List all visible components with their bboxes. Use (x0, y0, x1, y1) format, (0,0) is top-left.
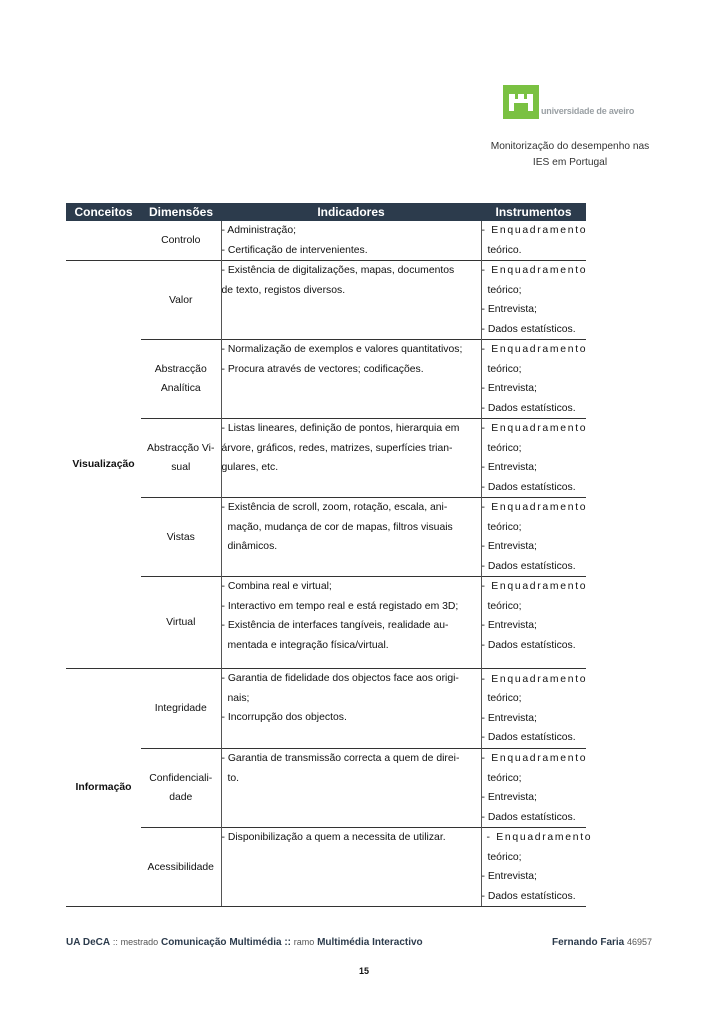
instrument-line: teórico; (487, 521, 522, 533)
instrument-line: teórico; (487, 284, 522, 296)
instrument-line: - Dados estatísticos. (481, 732, 576, 743)
indicator-line: - Listas lineares, definição de pontos, hierarquia em (221, 423, 460, 434)
instrument-line: - Dados estatísticos. (481, 323, 576, 335)
dimension-line: Controlo (161, 235, 201, 246)
instrument-line: - Dados estatísticos. (481, 402, 576, 414)
dimension-line: sual (171, 462, 191, 473)
document-subtitle-line2: IES em Portugal (532, 157, 608, 168)
indicator-line: - Certificação de intervenientes. (221, 244, 368, 256)
instrument-line: - Entrevista; (481, 712, 537, 724)
dimension-line: Confidenciali- (149, 773, 213, 784)
instrument-line: teórico; (487, 363, 522, 375)
indicator-line: gulares, etc. (221, 462, 279, 473)
table-row (66, 828, 586, 907)
university-logo-icon (503, 85, 539, 119)
page-number: 15 (358, 966, 369, 976)
instrument-line: teórico. (487, 244, 522, 256)
header-conceitos: Conceitos (66, 203, 141, 221)
instrument-line: teórico; (487, 442, 522, 454)
footer-left (66, 937, 423, 948)
indicator-line: árvore, gráficos, redes, matrizes, superfícies trian- (221, 442, 453, 454)
indicator-line: - Normalização de exemplos e valores quantitativos; (221, 344, 463, 355)
indicator-line: - Disponibilização a quem a necessita de utilizar. (221, 832, 446, 843)
instrument-line: - Enquadramento (481, 673, 588, 685)
dimension-cell (141, 498, 221, 577)
dimension-cell (141, 221, 221, 261)
instruments-cell (481, 419, 586, 498)
indicator-line: to. (227, 772, 240, 784)
indicators-cell (221, 261, 481, 340)
table-header-row (66, 203, 586, 221)
table-row (66, 498, 586, 577)
instruments-cell (481, 261, 586, 340)
instrument-line: - Entrevista; (481, 462, 537, 473)
dimension-cell (141, 419, 221, 498)
instrument-line: - Dados estatísticos. (481, 481, 576, 493)
dimension-line: Analítica (160, 383, 201, 394)
indicator-line: - Garantia de fidelidade dos objectos face aos origi- (221, 673, 459, 684)
indicators-cell (221, 828, 481, 907)
instrument-line: - Entrevista; (481, 383, 537, 394)
footer-student-number: 46957 (627, 937, 653, 947)
table-row (66, 340, 586, 419)
indicators-cell (221, 340, 481, 419)
indicator-line: mentada e integração física/virtual. (227, 639, 389, 651)
instrument-line: - Dados estatísticos. (481, 639, 576, 651)
footer-course: Comunicação Multimédia (160, 937, 282, 948)
instrument-line: - Entrevista; (481, 871, 537, 882)
instrument-line: - Enquadramento (481, 265, 588, 276)
footer-separator: :: (284, 937, 291, 948)
instrument-line: teórico; (487, 772, 522, 784)
instrument-line: - Enquadramento (486, 832, 593, 843)
indicator-line: dinâmicos. (227, 541, 278, 552)
dimension-cell (141, 261, 221, 340)
table-row (66, 577, 586, 669)
header-instrumentos: Instrumentos (481, 203, 586, 221)
instruments-cell (481, 828, 593, 907)
instrument-line: - Entrevista; (481, 620, 537, 631)
instrument-line: - Dados estatísticos. (481, 890, 576, 902)
instrument-line: teórico; (487, 851, 522, 863)
indicators-table (66, 203, 593, 907)
instruments-cell (481, 669, 586, 749)
footer-ramo: ramo (293, 937, 315, 947)
dimension-line: Abstracção (154, 364, 207, 375)
header-indicadores: Indicadores (221, 203, 481, 221)
instruments-cell (481, 221, 586, 261)
indicator-line: - Existência de scroll, zoom, rotação, escala, ani- (221, 502, 448, 513)
indicator-line: - Procura através de vectores; codificações. (221, 363, 424, 375)
indicators-cell (221, 669, 481, 749)
document-subtitle-line1: Monitorização do desempenho nas (490, 141, 650, 152)
instrument-line: - Entrevista; (481, 792, 537, 803)
concept-cell-empty (66, 221, 141, 261)
instruments-cell (481, 498, 586, 577)
dimension-cell (141, 577, 221, 669)
instrument-line: - Enquadramento (481, 581, 588, 592)
footer-separator: :: (112, 937, 118, 947)
concept-cell-informacao: Informação (66, 669, 141, 907)
instrument-line: - Enquadramento (481, 225, 588, 236)
instruments-cell (481, 340, 586, 419)
indicator-line: - Interactivo em tempo real e está registado em 3D; (221, 600, 459, 612)
footer-author: Fernando Faria (552, 937, 625, 948)
instrument-line: - Enquadramento (481, 753, 588, 764)
instrument-line: - Enquadramento (481, 344, 588, 355)
instruments-cell (481, 577, 586, 669)
footer-org: UA DeCA (66, 937, 111, 948)
dimension-cell (141, 669, 221, 749)
indicators-cell (221, 221, 481, 261)
indicators-cell (221, 419, 481, 498)
dimension-line: Integridade (154, 703, 207, 714)
instrument-line: - Dados estatísticos. (481, 560, 576, 572)
dimension-cell (141, 828, 221, 907)
indicator-line: - Incorrupção dos objectos. (221, 712, 347, 723)
instrument-line: - Entrevista; (481, 304, 537, 315)
concept-cell-visualizacao: Visualização (66, 261, 141, 669)
dimension-cell (141, 749, 221, 828)
table-row (66, 749, 586, 828)
indicator-line: mação, mudança de cor de mapas, filtros visuais (227, 521, 453, 533)
indicator-line: - Administração; (221, 225, 296, 236)
table-row (66, 261, 586, 340)
dimension-line: Valor (169, 294, 193, 306)
instruments-cell (481, 749, 586, 828)
indicators-cell (221, 749, 481, 828)
dimension-line: Acessibilidade (147, 861, 214, 873)
instrument-line: - Enquadramento (481, 502, 588, 513)
instrument-line: teórico; (487, 693, 522, 704)
footer-mestrado: mestrado (120, 937, 159, 947)
dimension-cell (141, 340, 221, 419)
indicators-cell (221, 577, 481, 669)
instrument-line: - Enquadramento (481, 423, 588, 434)
university-name: universidade de aveiro (541, 106, 635, 116)
indicator-line: - Existência de interfaces tangíveis, realidade au- (221, 620, 449, 631)
footer-branch: Multimédia Interactivo (317, 937, 423, 948)
table-row (66, 669, 586, 749)
instrument-line: - Dados estatísticos. (481, 811, 576, 823)
footer-right (552, 937, 652, 948)
indicator-line: - Garantia de transmissão correcta a quem de direi- (221, 753, 460, 764)
instrument-line: teórico; (487, 600, 522, 612)
indicator-line: - Combina real e virtual; (221, 581, 332, 592)
header-dimensoes: Dimensões (141, 203, 221, 221)
dimension-line: Vistas (166, 531, 195, 543)
indicator-line: nais; (227, 692, 250, 704)
dimension-line: Virtual (166, 617, 196, 628)
instrument-line: - Entrevista; (481, 541, 537, 552)
indicator-line: - Existência de digitalizações, mapas, documentos (221, 265, 455, 276)
table-row (66, 419, 586, 498)
indicators-cell (221, 498, 481, 577)
dimension-line: Abstracção Vi- (147, 443, 215, 454)
indicator-line: de texto, registos diversos. (221, 284, 346, 296)
table-row (66, 221, 586, 261)
dimension-line: dade (169, 792, 193, 803)
